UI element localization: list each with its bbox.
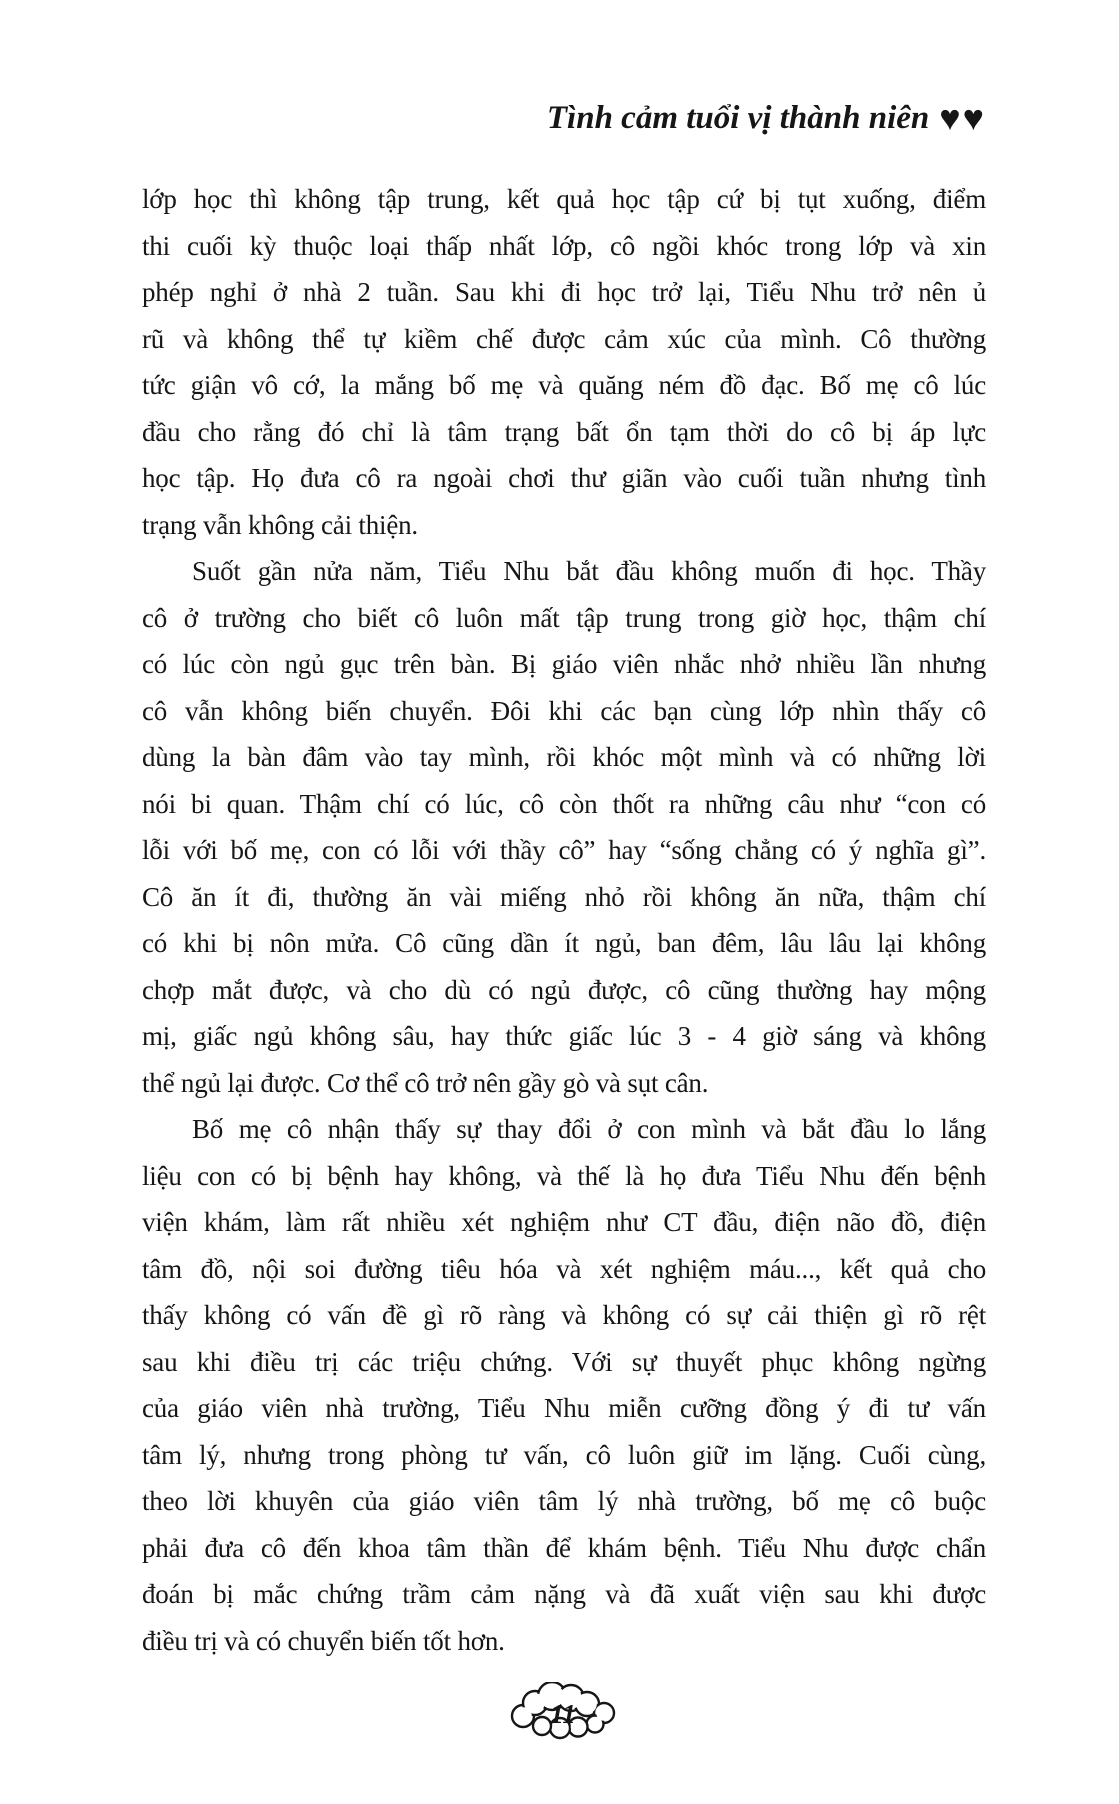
text-line: lớp học thì không tập trung, kết quả học tập cứ bị tụt xuống, điểm	[142, 184, 986, 214]
text-line: phép nghỉ ở nhà 2 tuần. Sau khi đi học trở lại, Tiểu Nhu trở nên ủ	[142, 277, 986, 307]
text-line: cô ở trường cho biết cô luôn mất tập trung trong giờ học, thậm chí	[142, 602, 986, 633]
text-line: lỗi với bố mẹ, con có lỗi với thầy cô” hay “sống chẳng có ý nghĩa gì”.	[142, 835, 986, 865]
text-line: Cô ăn ít đi, thường ăn vài miếng nhỏ rồi không ăn nữa, thậm chí	[142, 881, 986, 912]
text-line: trạng vẫn không cải thiện.	[142, 509, 418, 540]
text-line: có lúc còn ngủ gục trên bàn. Bị giáo viên nhắc nhở nhiều lần nhưng	[142, 649, 986, 679]
text-line: sau khi điều trị các triệu chứng. Với sự thuyết phục không ngừng	[142, 1346, 986, 1377]
page-number-cloud	[506, 1682, 626, 1742]
text-line: liệu con có bị bệnh hay không, và thế là họ đưa Tiểu Nhu đến bệnh	[142, 1160, 986, 1191]
text-line: Bố mẹ cô nhận thấy sự thay đổi ở con mình và bắt đầu lo lắng	[192, 1114, 986, 1144]
page-number: 11	[550, 1699, 576, 1729]
paragraph	[142, 1106, 986, 1664]
text-line: nói bi quan. Thậm chí có lúc, cô còn thốt ra những câu như “con có	[142, 788, 986, 819]
text-line: đoán bị mắc chứng trầm cảm nặng và đã xuất viện sau khi được	[142, 1579, 986, 1609]
body-text	[142, 176, 986, 1664]
paragraph	[142, 548, 986, 1106]
text-line: phải đưa cô đến khoa tâm thần để khám bệnh. Tiểu Nhu được chẩn	[142, 1532, 986, 1563]
cloud-icon	[506, 1682, 626, 1742]
text-line: dùng la bàn đâm vào tay mình, rồi khóc một mình và có những lời	[142, 742, 986, 772]
text-line: điều trị và có chuyển biến tốt hơn.	[142, 1625, 505, 1656]
text-line: cô vẫn không biến chuyển. Đôi khi các bạn cùng lớp nhìn thấy cô	[142, 695, 986, 726]
text-line: thấy không có vấn đề gì rõ ràng và không có sự cải thiện gì rõ rệt	[142, 1300, 986, 1330]
text-line: tâm đồ, nội soi đường tiêu hóa và xét nghiệm máu..., kết quả cho	[142, 1253, 986, 1284]
text-line: đầu cho rằng đó chỉ là tâm trạng bất ổn tạm thời do cô bị áp lực	[142, 416, 986, 447]
running-header	[142, 94, 986, 142]
text-line: thể ngủ lại được. Cơ thể cô trở nên gầy gò và sụt cân.	[142, 1067, 709, 1098]
text-line: học tập. Họ đưa cô ra ngoài chơi thư giãn vào cuối tuần nhưng tình	[142, 463, 986, 493]
running-header-title: Tình cảm tuổi vị thành niên	[546, 100, 930, 136]
text-line: mị, giấc ngủ không sâu, hay thức giấc lúc 3 - 4 giờ sáng và không	[142, 1021, 986, 1051]
text-line: chợp mắt được, và cho dù có ngủ được, cô cũng thường hay mộng	[142, 974, 986, 1005]
text-line: theo lời khuyên của giáo viên tâm lý nhà trường, bố mẹ cô buộc	[142, 1486, 986, 1516]
hearts-icon: ♥♥	[939, 98, 986, 138]
text-line: có khi bị nôn mửa. Cô cũng dần ít ngủ, ban đêm, lâu lâu lại không	[142, 928, 986, 958]
text-line: Suốt gần nửa năm, Tiểu Nhu bắt đầu không muốn đi học. Thầy	[192, 556, 986, 586]
text-line: viện khám, làm rất nhiều xét nghiệm như CT đầu, điện não đồ, điện	[142, 1207, 986, 1237]
text-line: rũ và không thể tự kiềm chế được cảm xúc của mình. Cô thường	[142, 323, 986, 354]
text-line: thi cuối kỳ thuộc loại thấp nhất lớp, cô ngồi khóc trong lớp và xin	[142, 230, 986, 261]
text-line: tức giận vô cớ, la mắng bố mẹ và quăng ném đồ đạc. Bố mẹ cô lúc	[142, 370, 986, 400]
text-line: tâm lý, nhưng trong phòng tư vấn, cô luôn giữ im lặng. Cuối cùng,	[142, 1439, 986, 1470]
paragraph	[142, 176, 986, 548]
text-line: của giáo viên nhà trường, Tiểu Nhu miễn cưỡng đồng ý đi tư vấn	[142, 1393, 986, 1423]
